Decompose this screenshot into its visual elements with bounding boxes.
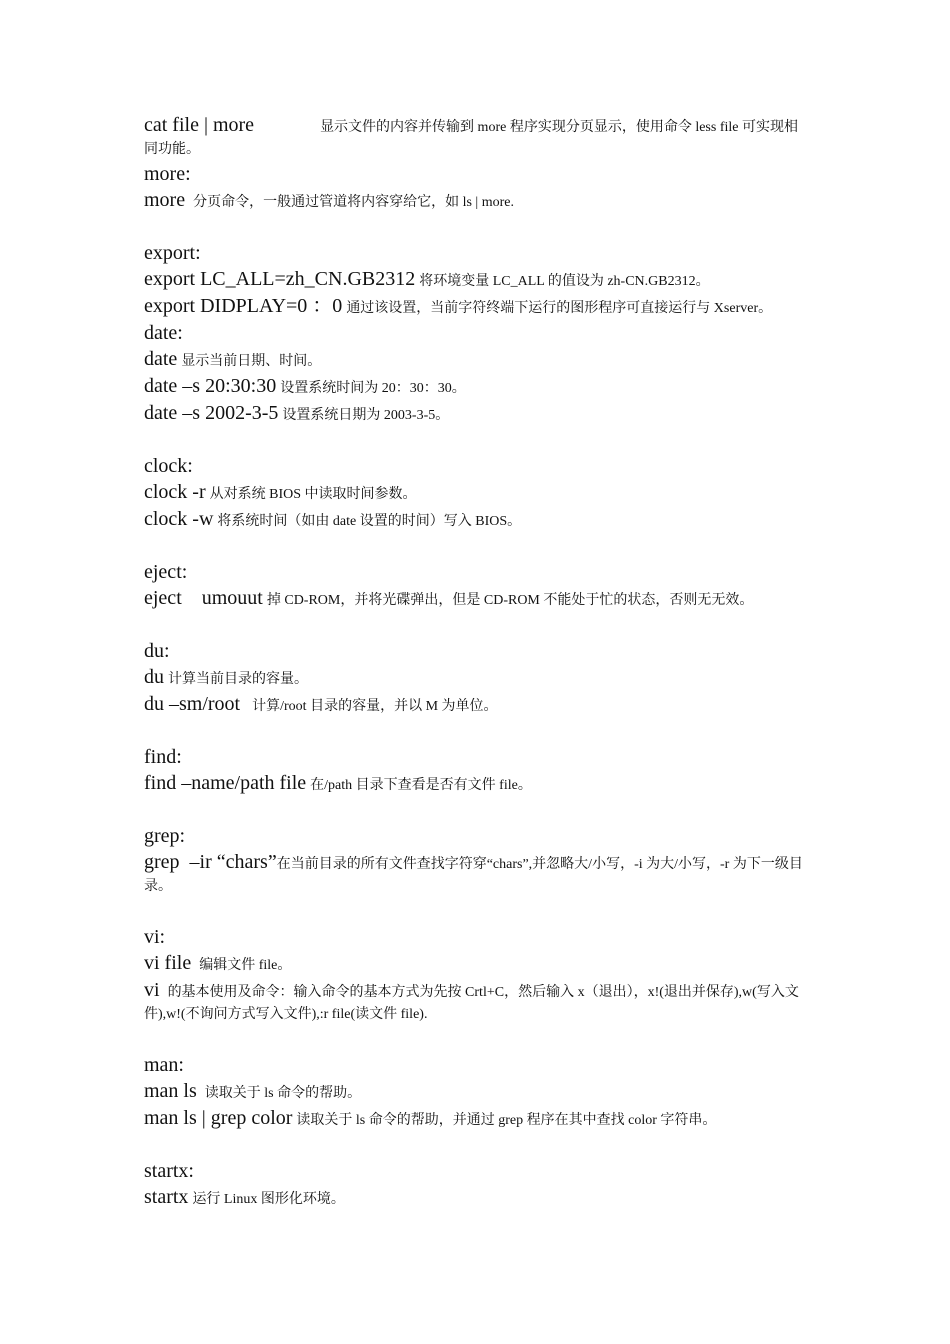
entry-vi-usage	[144, 977, 808, 1026]
command-text: du –sm/root	[144, 693, 241, 715]
command-description: 的基本使用及命令：输入命令的基本方式为先按 Crtl+C，然后输入 x（退出），x!(退出并保存),w(写入文件),w!(不询问方式写入文件),:r file(读文件 file).	[144, 985, 799, 1022]
command-text: date –s 2002-3-5	[144, 402, 279, 424]
command-text: vi file	[144, 952, 192, 974]
entry-eject	[144, 585, 808, 612]
command-description: 将环境变量 LC_ALL 的值设为 zh-CN.GB2312。	[419, 274, 710, 289]
entry-vi-file	[144, 950, 808, 977]
entry-date	[144, 346, 808, 373]
command-description: 将系统时间（如由 date 设置的时间）写入 BIOS。	[217, 514, 522, 529]
command-description: 通过该设置，当前字符终端下运行的图形程序可直接运行与 Xserver。	[346, 301, 773, 316]
entry-man-ls	[144, 1078, 808, 1105]
command-description: 读取关于 ls 命令的帮助，并通过 grep 程序在其中查找 color 字符串。	[296, 1113, 717, 1128]
section-heading-export: export:	[144, 242, 201, 264]
entry-export-display	[144, 293, 808, 320]
entry-clock-read	[144, 479, 808, 506]
command-description: 运行 Linux 图形化环境。	[192, 1192, 345, 1207]
command-description: 在当前目录的所有文件查找字符穿“chars”,并忽略大/小写，-i 为大/小写，-r 为下一级目录。	[144, 857, 803, 894]
entry-cat	[144, 112, 808, 161]
section-heading-du: du:	[144, 640, 170, 662]
section-heading-clock: clock:	[144, 455, 193, 477]
command-text: date	[144, 348, 178, 370]
entry-du	[144, 664, 808, 691]
command-text: clock -r	[144, 481, 206, 503]
entry-date-set-date	[144, 400, 808, 427]
entry-startx	[144, 1184, 808, 1211]
entry-clock-write	[144, 506, 808, 533]
command-description: 计算/root 目录的容量，并以 M 为单位。	[252, 699, 498, 714]
command-text: eject umouut	[144, 587, 263, 609]
command-text: export DIDPLAY=0 ：0	[144, 295, 343, 317]
section-heading-startx: startx:	[144, 1160, 194, 1182]
command-description: 计算当前目录的容量。	[168, 672, 308, 687]
section-heading-more: more:	[144, 163, 191, 185]
command-description: 显示文件的内容并传输到 more 程序实现分页显示，使用命令 less file 可实现相同功能。	[144, 120, 798, 157]
entry-grep	[144, 849, 808, 898]
entry-find	[144, 770, 808, 797]
section-heading-eject: eject:	[144, 561, 188, 583]
command-text: cat file | more	[144, 114, 255, 136]
command-text: more	[144, 189, 186, 211]
command-description: 显示当前日期、时间。	[181, 354, 322, 369]
command-description: 设置系统日期为 2003-3-5。	[282, 408, 450, 423]
command-description: 编辑文件 file。	[199, 958, 292, 973]
command-text: startx	[144, 1186, 189, 1208]
command-text: date –s 20:30:30	[144, 375, 277, 397]
entry-du-sm-root	[144, 691, 808, 718]
command-description: 掉 CD-ROM，并将光碟弹出，但是 CD-ROM 不能处于忙的状态，否则无无效。	[266, 593, 754, 608]
command-description: 从对系统 BIOS 中读取时间参数。	[209, 487, 417, 502]
command-text: vi	[144, 979, 160, 1001]
command-text: export LC_ALL=zh_CN.GB2312	[144, 268, 416, 290]
section-heading-find: find:	[144, 746, 182, 768]
command-description: 读取关于 ls 命令的帮助。	[204, 1086, 362, 1101]
section-heading-man: man:	[144, 1054, 184, 1076]
command-description: 在/path 目录下查看是否有文件 file。	[310, 778, 532, 793]
command-text: find –name/path file	[144, 772, 307, 794]
command-text: grep –ir “chars”	[144, 851, 277, 873]
entry-export-lc-all	[144, 266, 808, 293]
command-text: du	[144, 666, 164, 688]
command-description: 设置系统时间为 20：30：30。	[280, 381, 466, 396]
section-heading-grep: grep:	[144, 825, 186, 847]
section-heading-date: date:	[144, 322, 183, 344]
command-text: man ls	[144, 1080, 197, 1102]
entry-more	[144, 187, 808, 214]
section-heading-vi: vi:	[144, 926, 166, 948]
command-text: man ls | grep color	[144, 1107, 293, 1129]
document-page	[144, 112, 808, 1211]
command-description: 分页命令，一般通过管道将内容穿给它，如 ls | more.	[193, 195, 514, 210]
entry-man-grep-color	[144, 1105, 808, 1132]
entry-date-set-time	[144, 373, 808, 400]
command-text: clock -w	[144, 508, 214, 530]
